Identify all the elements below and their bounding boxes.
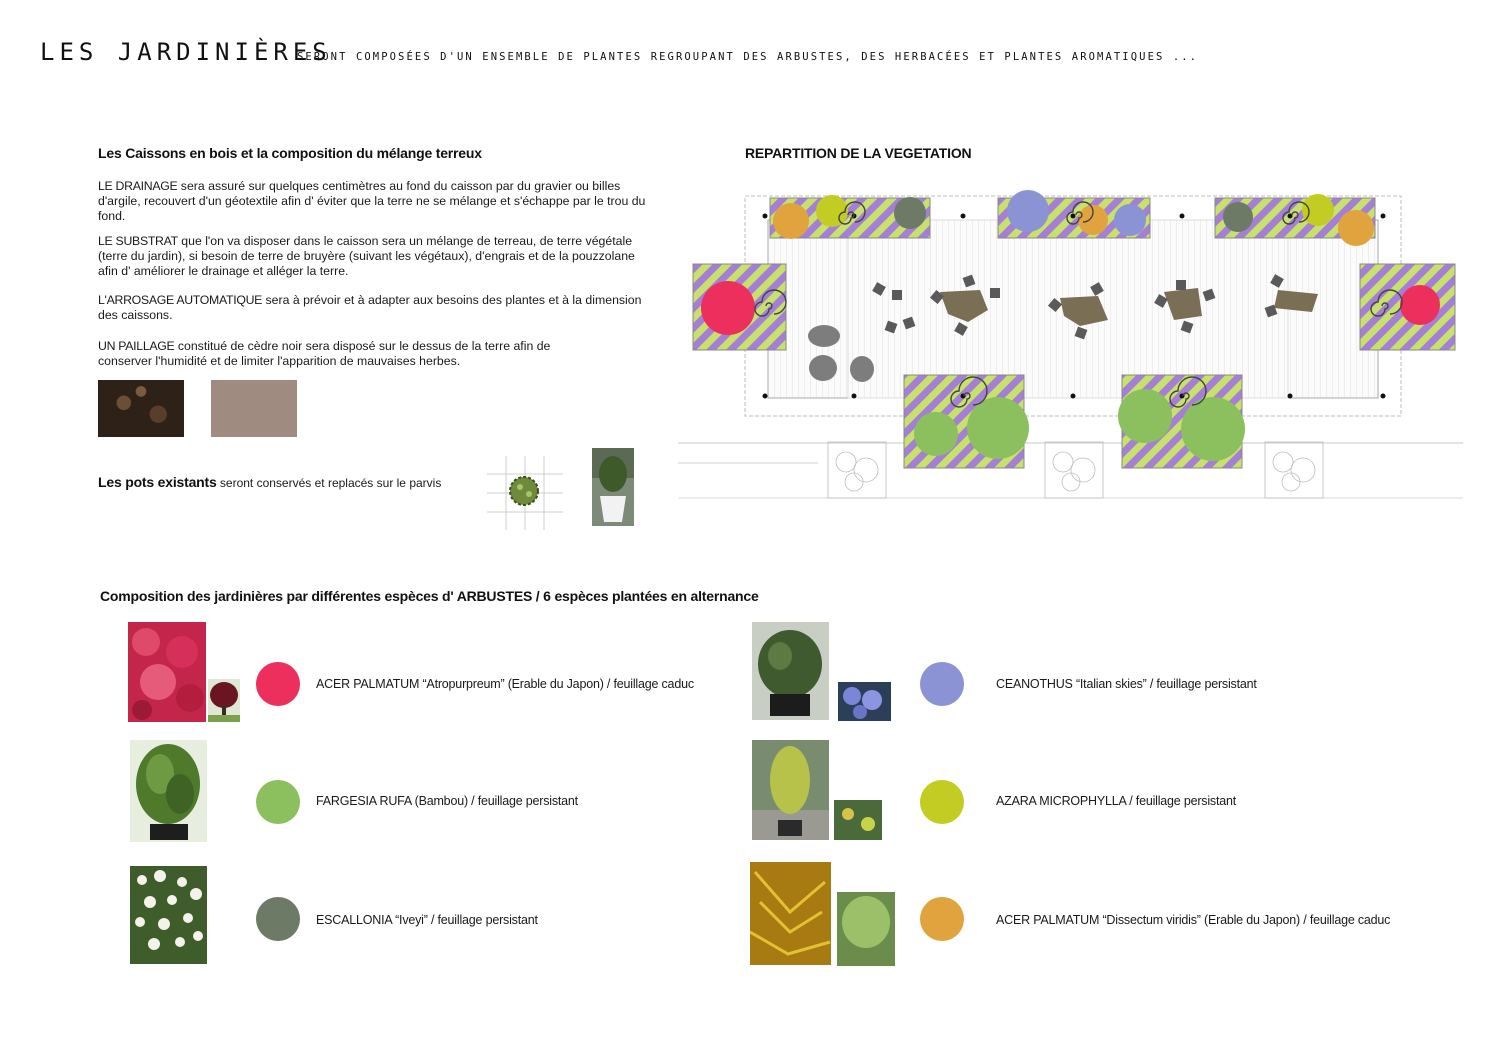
escallonia-photo [130, 866, 207, 964]
page-subtitle: SERONT COMPOSÉES D'UN ENSEMBLE DE PLANTES REGROUPANT DES ARBUSTES, DES HERBACÉES ET PLANTES AROMATIQUES ... [297, 51, 1199, 63]
azara-detail-photo [834, 800, 882, 840]
acer-atropurpureum-dot [256, 662, 300, 706]
arrosage-text: sera à prévoir et à adapter aux besoins des plantes et à la dimension des caissons. [98, 293, 642, 322]
azara-dot [920, 780, 964, 824]
ceanothus-flower-photo [838, 682, 891, 721]
paillage-paragraph [98, 339, 578, 369]
soil-swatch [211, 380, 297, 437]
page-title: LES JARDINIÈRES [40, 38, 332, 66]
green-maple-photo [750, 862, 831, 965]
arrosage-paragraph [98, 293, 648, 323]
azara-photo [752, 740, 829, 840]
paillage-key: UN PAILLAGE [98, 339, 175, 353]
vegetation-plan [678, 180, 1468, 505]
acer-viridis-dot [920, 897, 964, 941]
green-maple-tree-photo [837, 892, 895, 966]
ceanothus-photo [752, 622, 829, 720]
drainage-text: sera assuré sur quelques centimètres au fond du caisson par du gravier ou billes d'argile, recouvert d'un géotextile afin d' éviter que la terre ne se mélange et s'échappe par le trou du fond. [98, 179, 646, 223]
plant-acer-atropurpureum [701, 281, 755, 335]
species-label-acer-atropurpureum: ACER PALMATUM “Atropurpreum” (Erable du Japon) / feuillage caduc [316, 677, 694, 691]
pots-text: seront conservés et replacés sur le parvis [216, 476, 442, 490]
plant-ceanothus [1114, 204, 1146, 236]
species-label-acer-viridis: ACER PALMATUM “Dissectum viridis” (Erable du Japon) / feuillage caduc [996, 913, 1391, 927]
tree-sketch-1 [828, 442, 886, 498]
plant-azara [1302, 194, 1334, 226]
plant-azara [816, 195, 848, 227]
red-maple-photo [128, 622, 206, 722]
drainage-paragraph [98, 179, 648, 224]
caissons-heading: Les Caissons en bois et la composition du mélange terreux [98, 145, 482, 161]
plant-fargesia [1181, 397, 1245, 461]
substrat-key: LE SUBSTRAT [98, 234, 178, 248]
substrat-paragraph [98, 234, 648, 279]
arrosage-key: L'ARROSAGE AUTOMATIQUE [98, 293, 263, 307]
pots-line [98, 474, 441, 492]
plant-escallonia [894, 197, 926, 229]
species-label-fargesia: FARGESIA RUFA (Bambou) / feuillage persistant [316, 794, 578, 808]
plant-fargesia [1118, 389, 1172, 443]
plant-escallonia [1223, 202, 1253, 232]
fargesia-dot [256, 780, 300, 824]
tree-sketch-3 [1265, 442, 1323, 498]
plant-fargesia [914, 412, 958, 456]
species-label-escallonia: ESCALLONIA “Iveyi” / feuillage persistant [316, 913, 538, 927]
pots-heading: Les pots existants [98, 474, 217, 490]
pot-plan-icon [487, 456, 563, 530]
red-maple-tree-photo [208, 679, 240, 722]
paillage-text: constitué de cèdre noir sera disposé sur le dessus de la terre afin de conserver l'humidité et de limiter l'apparition de mauvaises herbes. [98, 339, 551, 368]
plant-acer-atropurpureum [1400, 285, 1440, 325]
plant-acer-viridis [1338, 210, 1374, 246]
plant-acer-viridis [773, 203, 809, 239]
ceanothus-dot [920, 662, 964, 706]
substrat-text: que l'on va disposer dans le caisson sera un mélange de terreau, de terre végétale (terre du jardin), si besoin de terre de bruyère (suivant les végétaux), d'engrais et de la pouzzolane afin d' améliorer le drainage et alléger la terre. [98, 234, 635, 278]
mulch-swatch [98, 380, 184, 437]
drainage-key: LE DRAINAGE [98, 179, 178, 193]
bamboo-photo [130, 740, 207, 842]
pot-photo [592, 448, 634, 526]
plan-heading: REPARTITION DE LA VEGETATION [745, 145, 972, 161]
plant-fargesia [967, 397, 1029, 459]
composition-heading: Composition des jardinières par différentes espèces d' ARBUSTES / 6 espèces plantées en alternance [100, 588, 759, 604]
escallonia-dot [256, 897, 300, 941]
plant-ceanothus [1007, 190, 1049, 232]
species-label-azara: AZARA MICROPHYLLA / feuillage persistant [996, 794, 1237, 808]
species-label-ceanothus: CEANOTHUS “Italian skies” / feuillage persistant [996, 677, 1257, 691]
tree-sketch-2 [1045, 442, 1103, 498]
